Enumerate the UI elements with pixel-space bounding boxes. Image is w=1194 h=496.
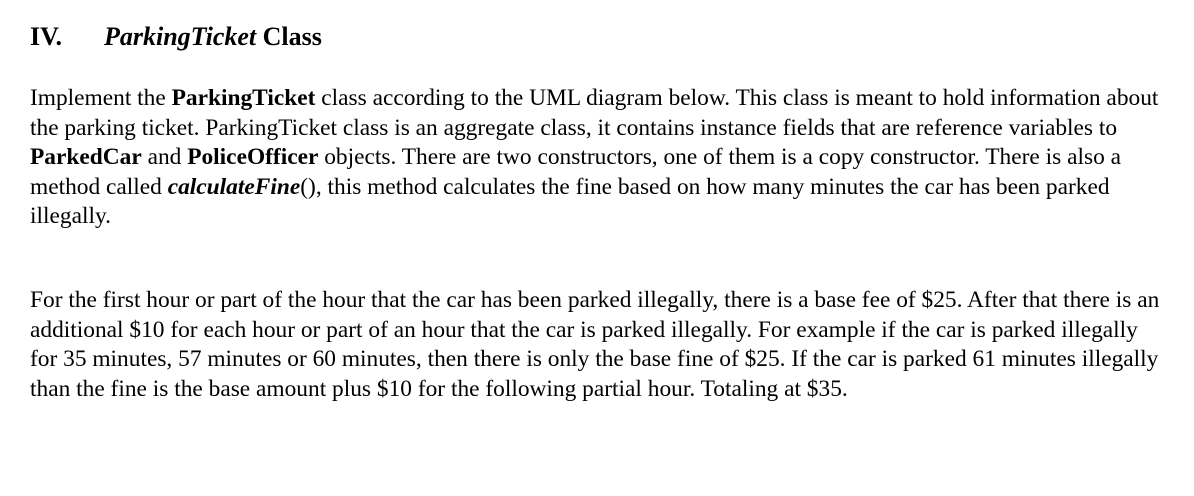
p1-text-5: (), this method calculates the fine based on how many minutes the car has been parked illegally. (30, 173, 1110, 230)
p1-text-4: objects. There are two constructors, one of them is a copy constructor. There is also a method called (30, 144, 1121, 200)
description-paragraph (30, 84, 1170, 232)
section-number: IV. (30, 22, 63, 51)
section-heading (30, 20, 322, 54)
class-name-policeofficer: PoliceOfficer (187, 144, 319, 171)
p1-text-3: and (141, 144, 188, 171)
section-heading-suffix: Class (256, 22, 322, 51)
method-name-calculatefine: calculateFine (167, 173, 301, 200)
p1-text-1: Implement the (30, 85, 172, 111)
class-name-parkedcar: ParkedCar (30, 144, 142, 171)
class-name-parkingticket: ParkingTicket (171, 85, 316, 111)
fine-rules-paragraph: For the first hour or part of the hour that the car has been parked illegally, there is a base fee of $25. After that there is an additional $10 for each hour or part of an hour that the car is parked illegally. For example if the car is parked illegally for 35 minutes, 57 minutes or 60 minutes, then there is only the base fine of $25. If the car is parked 61 minutes illegally than the fine is the base amount plus $10 for the following partial hour. Totaling at $35. (30, 287, 1160, 402)
section-class-name: ParkingTicket (104, 22, 257, 51)
p1-text-2: class according to the UML diagram below. This class is meant to hold information about the parking ticket. ParkingTicket class is an aggregate class, it contains instance fields that are reference variables to (30, 85, 1159, 141)
